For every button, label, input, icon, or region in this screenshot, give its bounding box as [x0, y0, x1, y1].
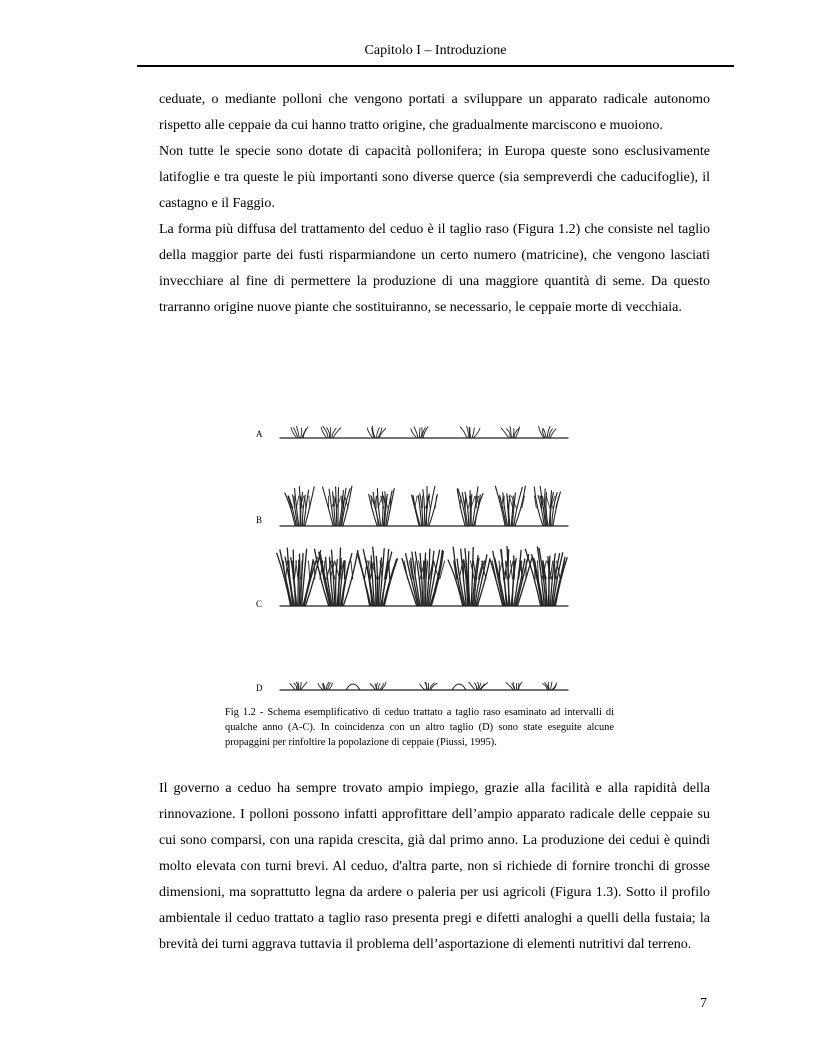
stool-c	[402, 549, 445, 606]
stool-b	[495, 486, 525, 526]
stool-d	[506, 682, 522, 690]
stool-c	[277, 548, 321, 606]
stool-d	[290, 682, 307, 690]
coppice-schematic	[252, 412, 582, 697]
header-rule	[137, 65, 734, 67]
stool-b	[323, 486, 352, 526]
stool-c	[315, 548, 358, 606]
layering-arch	[452, 684, 466, 690]
stool-d	[420, 682, 437, 690]
row-label-b: B	[256, 515, 263, 525]
stool-d	[469, 682, 488, 690]
paragraph: Il governo a ceduo ha sempre trovato ampio impiego, grazie alla facilità e alla rapidità della rinnovazione. I polloni possono infatti approfittare dell’ampio apparato radicale delle ceppaie su cui sono comparsi, con una rapida crescita, già dal primo anno. La produzione dei cedui è quindi molto elevata con turni brevi. Al ceduo, d'altra parte, non si richiede di fornire tronchi di grosse dimensioni, ma soprattutto legna da ardere o paleria per usi agricoli (Figura 1.3). Sotto il profilo ambientale il ceduo trattato a taglio raso presenta pregi e difetti analoghi a quelli della fustaia; la brevità dei turni aggrava tuttavia il problema dell’asportazione di elementi nutritivi dal terreno.	[159, 781, 710, 952]
stool-d	[370, 682, 386, 690]
paragraph: ceduate, o mediante polloni che vengono portati a sviluppare un apparato radicale autonomo rispetto alle ceppaie da cui hanno tratto origine, che gradualmente marciscono e muoiono.	[159, 92, 710, 133]
stool-b	[369, 489, 395, 526]
stool-a	[539, 426, 556, 438]
stool-a	[291, 426, 308, 438]
stool-c	[448, 547, 490, 606]
stool-a	[367, 426, 385, 438]
body-text-bottom	[159, 776, 710, 958]
stool-c	[490, 547, 532, 607]
row-label-c: C	[256, 599, 263, 609]
coppice-stools	[277, 426, 567, 690]
stool-a	[501, 426, 520, 438]
coppice-figure	[252, 412, 582, 697]
stool-b	[412, 486, 438, 526]
paragraph: La forma più diffusa del trattamento del ceduo è il taglio raso (Figura 1.2) che consiste nel taglio della maggior parte dei fusti risparmiandone un certo numero (matricine), che vengono lasciati invecchiare al fine di permettere la produzione di una maggiore quantità di seme. Da questo trarranno origine nuove piante che sostituiranno, se necessario, le ceppaie morte di vecchiaia.	[159, 222, 710, 315]
layering-arch	[346, 684, 360, 690]
stool-b	[457, 487, 483, 526]
stool-b	[534, 487, 560, 527]
running-head: Capitolo I – Introduzione	[364, 43, 507, 58]
stool-c	[358, 547, 398, 606]
stool-a	[460, 426, 480, 438]
stool-a	[411, 427, 428, 438]
row-label-d: D	[256, 683, 263, 693]
body-text-top	[159, 87, 710, 321]
stool-d	[318, 682, 333, 690]
row-label-a: A	[256, 429, 263, 439]
stool-d	[543, 682, 557, 690]
paragraph: Non tutte le specie sono dotate di capacità pollonifera; in Europa queste sono esclusivamente latifoglie e tra queste le più importanti sono diverse querce (sia sempreverdi che caducifoglie), il castagno e il Faggio.	[159, 144, 710, 211]
stool-b	[285, 487, 314, 526]
figure-caption: Fig 1.2 - Schema esemplificativo di ceduo trattato a taglio raso esaminato ad intervalli di qualche anno (A-C). In coincidenza con un altro taglio (D) sono state eseguite alcune propaggini per rinfoltire la popolazione di ceppaie (Piussi, 1995).	[225, 707, 614, 748]
stool-c	[525, 547, 567, 606]
stool-a	[321, 426, 341, 438]
page-number: 7	[700, 996, 707, 1011]
